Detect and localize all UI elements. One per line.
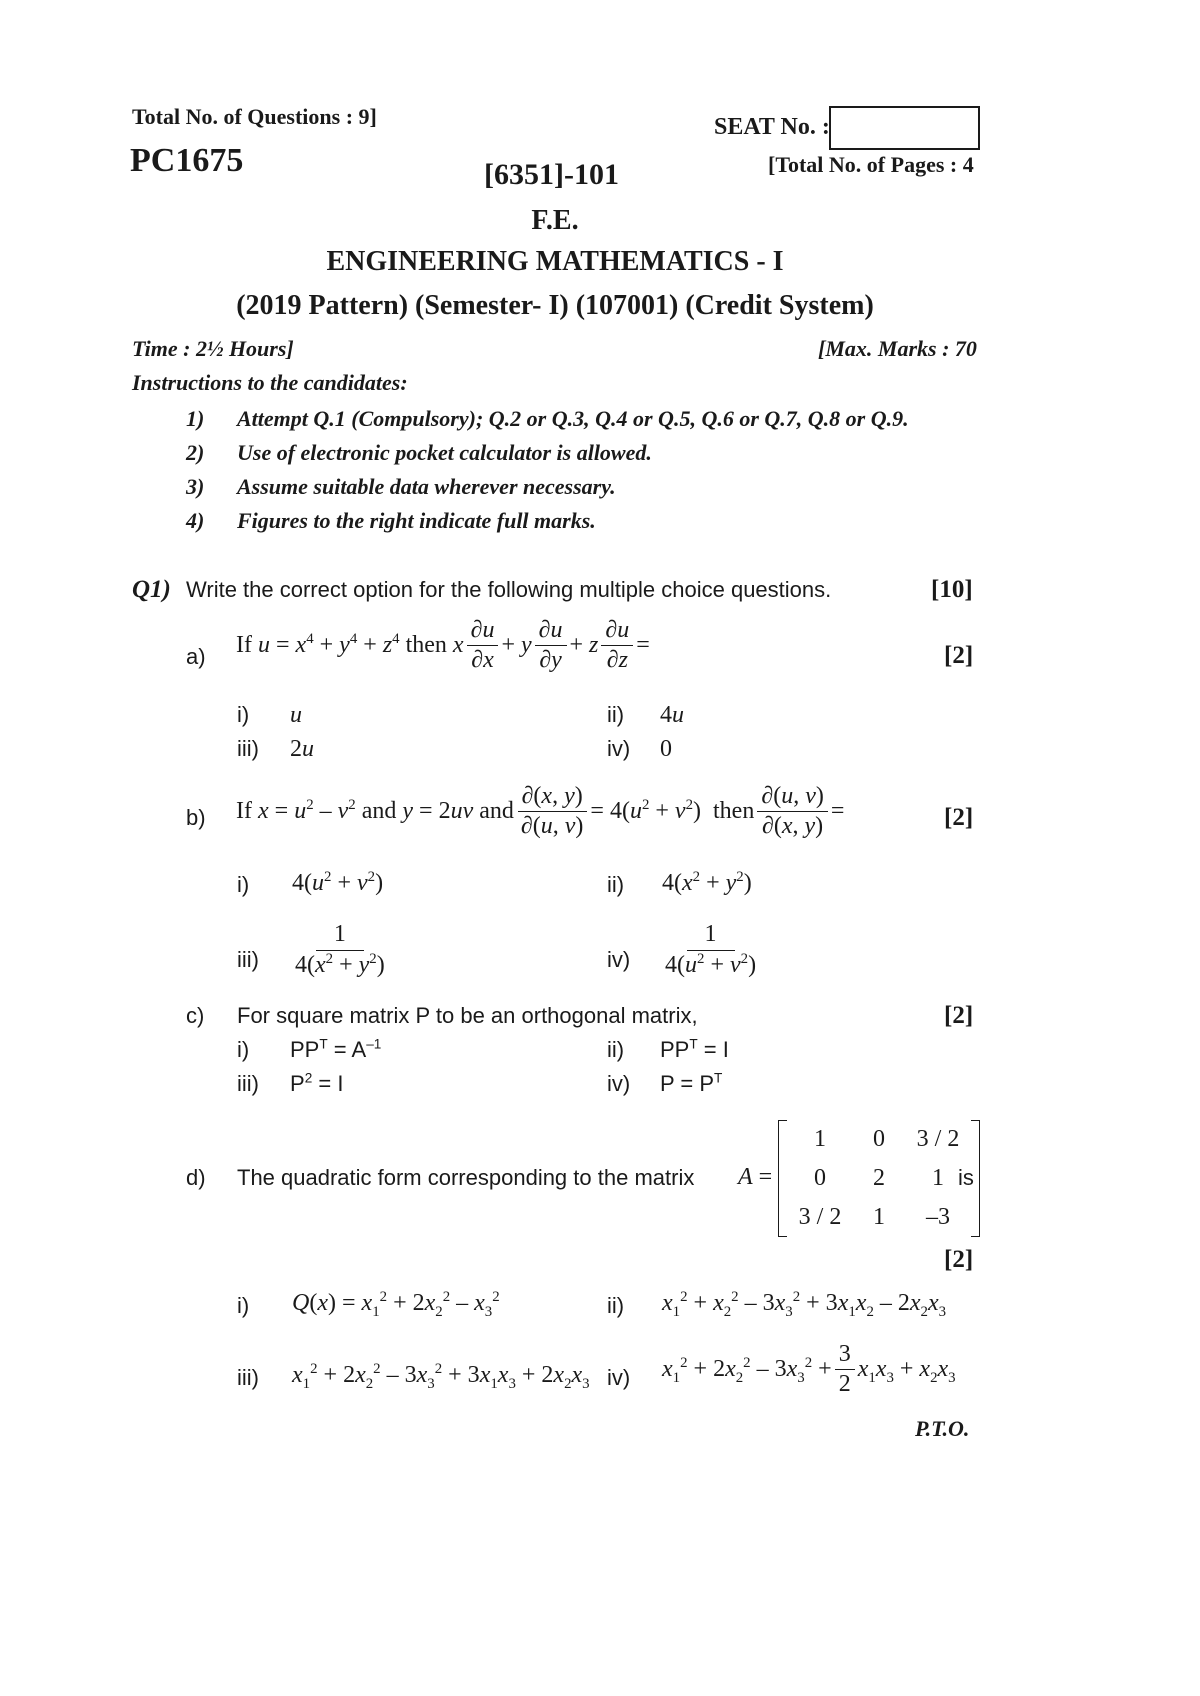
pto-label: P.T.O. bbox=[915, 1416, 970, 1441]
matrix-cell: 2 bbox=[873, 1165, 885, 1191]
qa-option-iv: 0 bbox=[660, 736, 672, 762]
option-label: ii) bbox=[607, 702, 625, 727]
subject-title: ENGINEERING MATHEMATICS - I bbox=[326, 246, 784, 277]
course-title: F.E. bbox=[531, 205, 579, 236]
q1-marks: [10] bbox=[931, 576, 973, 603]
option-label: iv) bbox=[607, 1365, 631, 1390]
option-label: iv) bbox=[607, 736, 631, 761]
option-label: iv) bbox=[607, 1071, 631, 1096]
qd-text: The quadratic form corresponding to the matrix bbox=[237, 1165, 695, 1190]
pattern-line: (2019 Pattern) (Semester- I) (107001) (Credit System) bbox=[236, 290, 874, 321]
matrix-a bbox=[778, 1120, 980, 1237]
total-pages: [Total No. of Pages : 4 bbox=[768, 152, 974, 177]
instruction-num: 1) bbox=[186, 406, 205, 431]
matrix-cell: 0 bbox=[814, 1165, 826, 1191]
option-label: iii) bbox=[237, 1071, 259, 1096]
matrix-cell: 0 bbox=[873, 1126, 885, 1152]
qa-question: If $u = x^4 + y^4 + z^4$ then x $\frac{\partial u}{\partial x}$ + y $\frac{\partial u}{\partial y}$ + z $\frac{\partial u}{\partial z}$ = bbox=[236, 617, 650, 674]
qa-option-ii: 4u bbox=[660, 702, 684, 728]
paper-code: PC1675 bbox=[130, 142, 244, 179]
matrix-name: A = bbox=[738, 1164, 773, 1190]
qa-option-i: u bbox=[290, 702, 302, 728]
q1-label: Q1) bbox=[132, 576, 171, 603]
instruction-num: 4) bbox=[186, 508, 205, 533]
qb-option-ii: $4(x^2 + y^2)$ bbox=[662, 869, 752, 896]
instruction-text: Assume suitable data wherever necessary. bbox=[237, 474, 616, 499]
qb-marks: [2] bbox=[944, 804, 974, 831]
matrix-cell: 1 bbox=[932, 1165, 944, 1191]
qc-text: For square matrix P to be an orthogonal matrix, bbox=[237, 1003, 698, 1028]
qd-option-iv: $x_1^2 + 2x_2^2 - 3x_3^2$ + $\frac{3}{2}$ $x_1x_3 + x_2x_3$ bbox=[662, 1341, 956, 1398]
qd-option-ii: $x_1^2 + x_2^2 - 3x_3^2 + 3x_1x_2 - 2x_2x_3$ bbox=[662, 1289, 947, 1320]
qb-label: b) bbox=[186, 805, 206, 830]
qb-question: If $x = u^2 - v^2$ and y = 2uv and $\frac{\partial(x, y)}{\partial(u, v)}$ = $4(u^2 + v^2)$ then $\frac{\partial(u, v)}{\partial(x, y)}$ = bbox=[236, 783, 845, 840]
q1-text: Write the correct option for the following multiple choice questions. bbox=[186, 577, 832, 602]
qc-label: c) bbox=[186, 1003, 205, 1028]
qd-option-iii: $x_1^2 + 2x_2^2 - 3x_3^2 + 3x_1x_3 + 2x_2x_3$ bbox=[292, 1361, 590, 1392]
instruction-text: Use of electronic pocket calculator is allowed. bbox=[237, 440, 652, 465]
seat-number-box[interactable] bbox=[829, 106, 980, 150]
qb-option-iii: $\frac{1}{4(x^2 + y^2)}$ bbox=[295, 921, 385, 979]
instruction-num: 2) bbox=[186, 440, 205, 465]
matrix-cell: 1 bbox=[814, 1126, 826, 1152]
option-label: i) bbox=[237, 1037, 250, 1062]
option-label: ii) bbox=[607, 1037, 625, 1062]
qd-option-i: $Q(x) = x_1^2 + 2x_2^2 - x_3^2$ bbox=[292, 1289, 500, 1320]
option-label: i) bbox=[237, 872, 250, 897]
qc-option-i: $PP^T = A^{-1}$ bbox=[290, 1036, 382, 1062]
max-marks: [Max. Marks : 70 bbox=[818, 336, 977, 361]
qb-option-i: $4(u^2 + v^2)$ bbox=[292, 869, 384, 896]
matrix-cell: 3 / 2 bbox=[798, 1204, 842, 1230]
qb-option-iv: $\frac{1}{4(u^2 + v^2)}$ bbox=[665, 921, 757, 979]
matrix-cell: 1 bbox=[873, 1204, 885, 1230]
qa-label: a) bbox=[186, 644, 206, 669]
seat-label: SEAT No. : bbox=[714, 114, 830, 140]
option-label: ii) bbox=[607, 872, 625, 897]
instruction-num: 3) bbox=[186, 474, 205, 499]
matrix-cell: –3 bbox=[926, 1204, 950, 1230]
qc-option-iii: $P^2 = I$ bbox=[290, 1070, 344, 1096]
matrix-cell: 3 / 2 bbox=[916, 1126, 960, 1152]
qa-marks: [2] bbox=[944, 642, 974, 669]
instruction-text: Figures to the right indicate full marks. bbox=[237, 508, 596, 533]
option-label: iii) bbox=[237, 1365, 259, 1390]
instructions-heading: Instructions to the candidates: bbox=[132, 370, 408, 395]
qc-option-iv: $P = P^T$ bbox=[660, 1070, 723, 1096]
option-label: i) bbox=[237, 702, 250, 727]
exam-code: [6351]-101 bbox=[484, 158, 619, 191]
instruction-text: Attempt Q.1 (Compulsory); Q.2 or Q.3, Q.4 or Q.5, Q.6 or Q.7, Q.8 or Q.9. bbox=[237, 406, 909, 431]
qa-option-iii: 2u bbox=[290, 736, 314, 762]
option-label: iii) bbox=[237, 947, 259, 972]
option-label: iv) bbox=[607, 947, 631, 972]
qd-marks: [2] bbox=[944, 1246, 974, 1273]
option-label: ii) bbox=[607, 1293, 625, 1318]
exam-time: Time : 2½ Hours] bbox=[132, 336, 294, 361]
qc-option-ii: $PP^T = I$ bbox=[660, 1036, 729, 1062]
option-label: iii) bbox=[237, 736, 259, 761]
qd-label: d) bbox=[186, 1165, 206, 1190]
total-questions: Total No. of Questions : 9] bbox=[132, 104, 377, 129]
qd-suffix: is bbox=[958, 1165, 974, 1190]
option-label: i) bbox=[237, 1293, 250, 1318]
qc-marks: [2] bbox=[944, 1002, 974, 1029]
